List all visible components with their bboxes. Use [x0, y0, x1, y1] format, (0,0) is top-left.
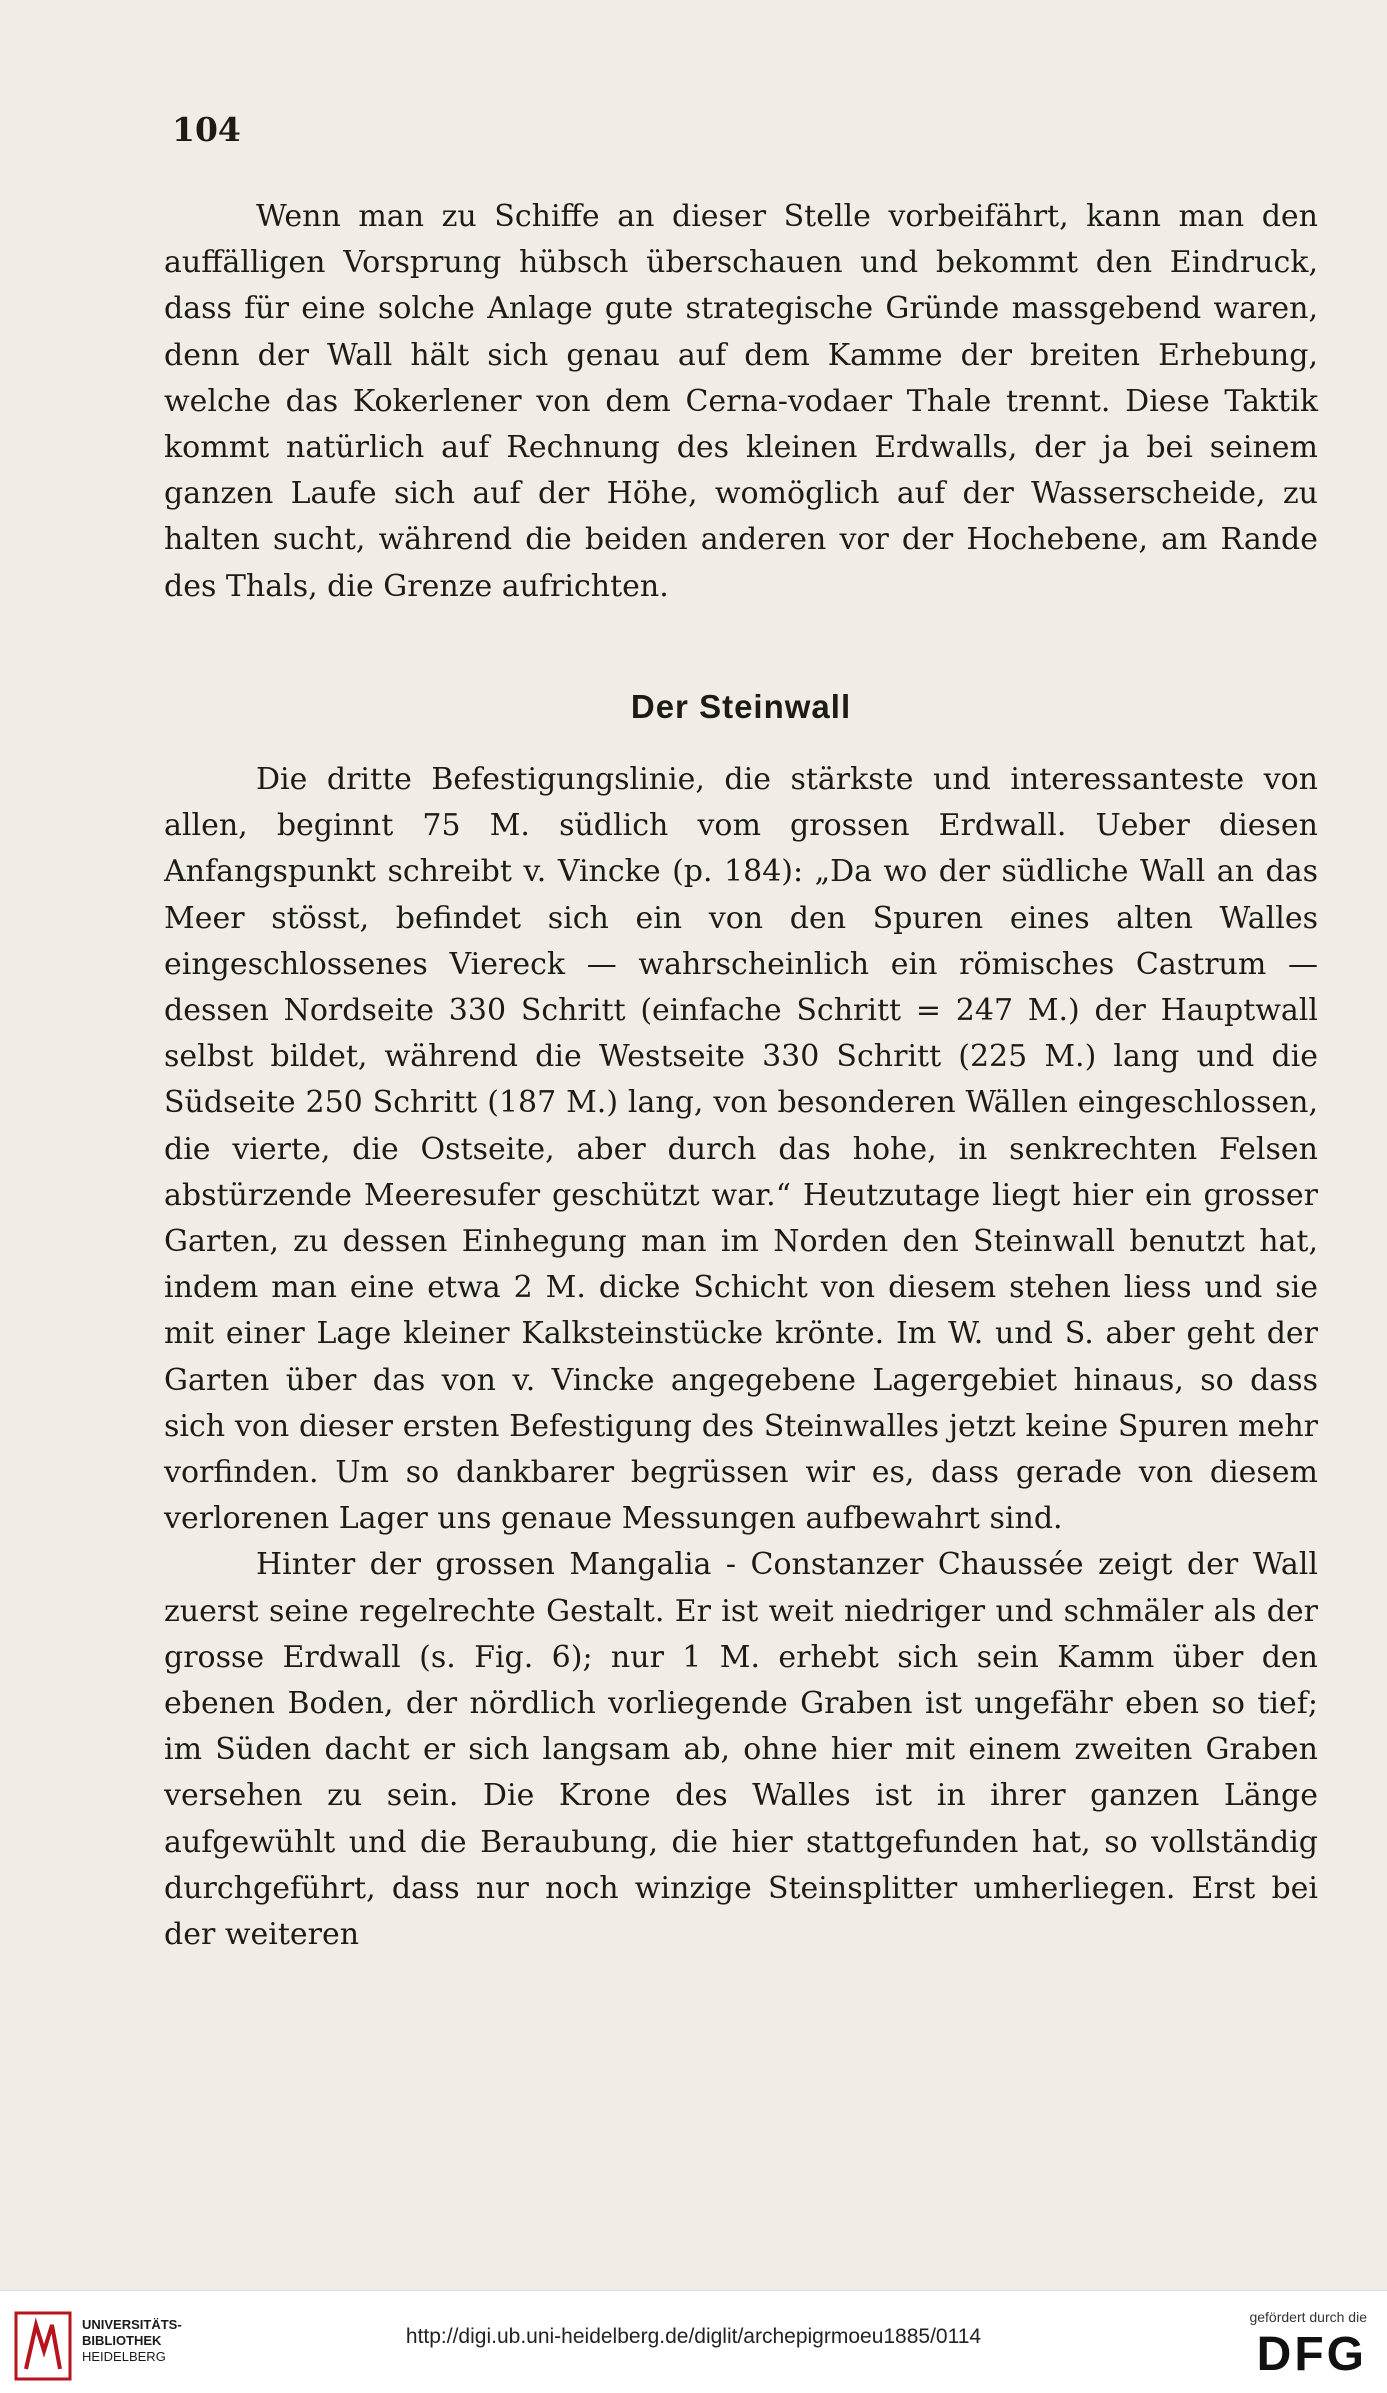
page-number: 104 — [172, 110, 241, 149]
library-line: HEIDELBERG — [82, 2349, 166, 2364]
library-line: UNIVERSITÄTS- — [82, 2317, 182, 2332]
funded-by-label: gefördert durch die — [1249, 2309, 1367, 2325]
paragraph-3: Hinter der grossen Mangalia - Constanzer Chaussée zeigt der Wall zuerst seine regelrechte Gestalt. Er ist weit niedriger und schmäler als der grosse Erdwall (s. Fig. 6); nur 1 M. erhebt sich sein Kamm über den ebenen Boden, der nördlich vorliegende Graben ist ungefähr eben so tief; im Süden dacht er sich langsam ab, ohne hier mit einem zweiten Graben versehen zu sein. Die Krone des Walles ist in ihrer ganzen Länge aufgewühlt und die Beraubung, die hier stattgefunden hat, so vollständig durchgeführt, dass nur noch winzige Steinsplitter umherliegen. Erst bei der weiteren — [164, 1547, 1318, 1953]
text-block-top — [164, 194, 1318, 610]
paragraph-2: Die dritte Befestigungslinie, die stärkste und interessanteste von allen, beginnt 75 M. südlich vom grossen Erdwall. Ueber diesen Anfangspunkt schreibt v. Vincke (p. 184): „Da wo der südliche Wall an das Meer stösst, befindet sich ein von den Spuren eines alten Walles eingeschlossenes Viereck — wahrscheinlich ein römisches Castrum — dessen Nordseite 330 Schritt (einfache Schritt = 247 M.) der Hauptwall selbst bildet, während die Westseite 330 Schritt (225 M.) lang und die Südseite 250 Schritt (187 M.) lang, von besonderen Wällen eingeschlossen, die vierte, die Ostseite, aber durch das hohe, in senkrechten Felsen abstürzende Meeresufer geschützt war.“ Heutzutage liegt hier ein grosser Garten, zu dessen Einhegung man im Norden den Steinwall benutzt hat, indem man eine etwa 2 M. dicke Schicht von diesem stehen liess und sie mit einer Lage kleiner Kalksteinstücke krönte. Im W. und S. aber geht der Garten über das von v. Vincke angegebene Lagergebiet hinaus, so dass sich von dieser ersten Befestigung des Steinwalles jetzt keine Spuren mehr vorfinden. Um so dankbarer begrüssen wir es, dass gerade von diesem verlorenen Lager uns genaue Messungen aufbewahrt sind. — [164, 762, 1318, 1537]
permalink-url[interactable]: http://digi.ub.uni-heidelberg.de/diglit/archepigrmoeu1885/0114 — [405, 2325, 982, 2348]
text-block-bottom — [164, 757, 1318, 1958]
library-line: BIBLIOTHEK — [82, 2333, 162, 2348]
dfg-logo: DFG — [1256, 2328, 1367, 2381]
section-heading: Der Steinwall — [630, 688, 852, 725]
footer-bar — [0, 2290, 1387, 2393]
paragraph-1: Wenn man zu Schiffe an dieser Stelle vorbeifährt, kann man den auffälligen Vorsprung hübsch überschauen und bekommt den Eindruck, dass für eine solche Anlage gute strategische Gründe massgebend waren, denn der Wall hält sich genau auf dem Kamme der breiten Erhebung, welche das Kokerlener von dem Cerna-vodaer Thale trennt. Diese Taktik kommt natürlich auf Rechnung des kleinen Erdwalls, der ja bei seinem ganzen Laufe sich auf der Höhe, womöglich auf der Wasserscheide, zu halten sucht, während die beiden anderen vor der Hochebene, am Rande des Thals, die Grenze aufrichten. — [164, 199, 1318, 604]
